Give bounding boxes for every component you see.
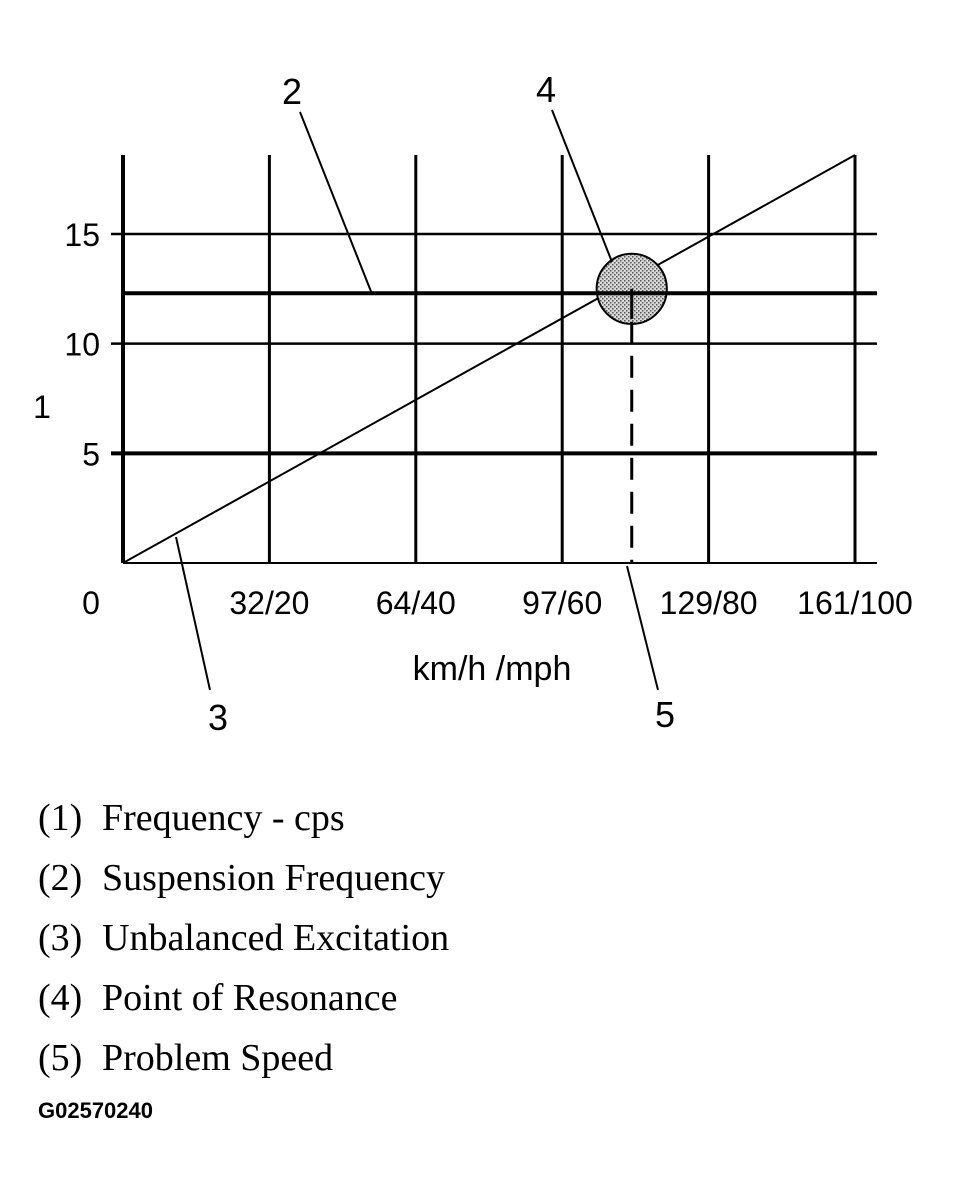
x-tick-label: 64/40 — [375, 585, 456, 621]
legend-text: Point of Resonance — [102, 977, 398, 1019]
callout-leader-5 — [627, 566, 658, 690]
y-tick-label: 5 — [82, 436, 100, 473]
y-tick-label: 10 — [64, 326, 100, 363]
tick-labels — [33, 69, 913, 738]
x-tick-label: 97/60 — [522, 585, 603, 621]
callout-number-2: 2 — [281, 71, 303, 112]
legend-item-5 — [38, 1028, 449, 1088]
legend-text: Suspension Frequency — [102, 857, 446, 899]
x-tick-label: 32/20 — [229, 585, 310, 621]
x-tick-label: 129/80 — [659, 585, 758, 621]
annotations — [597, 254, 667, 563]
legend-item-4 — [38, 968, 449, 1028]
legend-text: Problem Speed — [102, 1037, 334, 1079]
legend-item-3 — [38, 908, 449, 968]
y-tick-label: 15 — [64, 217, 100, 253]
callout-number-3: 3 — [207, 697, 229, 738]
legend-num: (1) — [38, 797, 83, 839]
callout-number-5: 5 — [654, 694, 676, 735]
legend — [38, 788, 449, 1088]
legend-num: (3) — [38, 917, 83, 959]
y-axis-title: 1 — [33, 389, 51, 425]
x-axis-title: km/h /mph — [412, 650, 572, 688]
legend-text: Unbalanced Excitation — [102, 917, 450, 959]
y-tick-label: 0 — [82, 585, 100, 621]
legend-item-1 — [38, 788, 449, 848]
legend-text: Frequency - cps — [102, 797, 345, 839]
legend-num: (5) — [38, 1037, 83, 1079]
series — [123, 155, 877, 563]
grid — [111, 155, 877, 563]
callout-leader-3 — [176, 537, 210, 690]
x-tick-label: 161/100 — [797, 585, 913, 621]
legend-num: (4) — [38, 977, 83, 1019]
legend-num: (2) — [38, 857, 83, 899]
callout-leader-2 — [300, 112, 372, 294]
legend-item-2 — [38, 848, 449, 908]
unbalanced-excitation-line — [123, 155, 855, 563]
figure-id: G02570240 — [38, 1098, 153, 1123]
callout-number-4: 4 — [535, 69, 557, 110]
